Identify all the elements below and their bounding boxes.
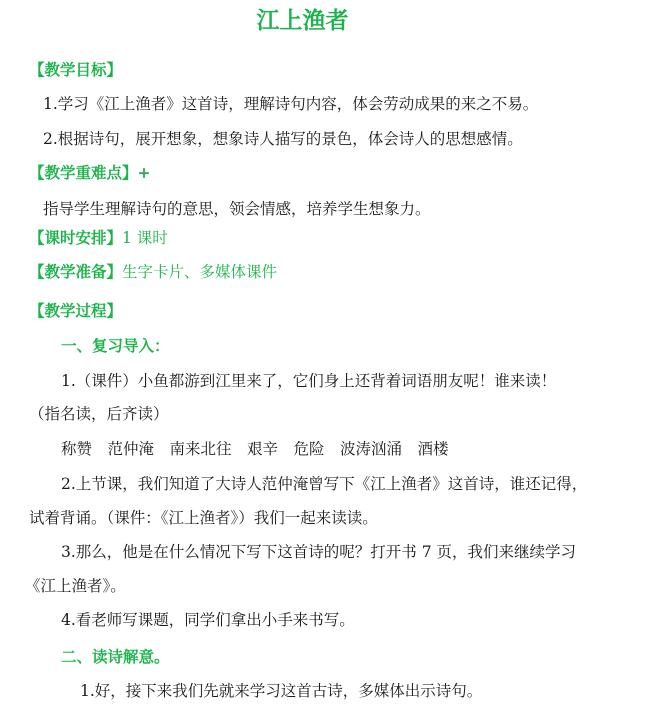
page-title: 江上渔者: [256, 8, 349, 34]
process-heading: 【教学过程】: [29, 301, 123, 320]
paragraph-1-line-2: （指名读，后齐读）: [29, 405, 169, 423]
goal-item-1: 1.学习《江上渔者》这首诗，理解诗句内容，体会劳动成果的来之不易。: [43, 95, 539, 113]
vocabulary-words: 称赞 范仲淹 南来北往 艰辛 危险 波涛汹涌 酒楼: [61, 440, 449, 458]
preparation-value: 生字卡片、多媒体课件: [122, 263, 278, 281]
section-1-heading: 一、复习导入：: [61, 336, 170, 355]
preparation-heading: 【教学准备】: [29, 262, 123, 281]
paragraph-4: 4.看老师写课题，同学们拿出小手来书写。: [61, 611, 355, 629]
paragraph-1-line-1: 1.（课件）小鱼都游到江里来了，它们身上还背着词语朋友呢！谁来读！: [61, 372, 557, 390]
section-2-heading: 二、读诗解意。: [61, 647, 170, 666]
paragraph-2-line-1: 2.上节课，我们知道了大诗人范仲淹曾写下《江上渔者》这首诗，谁还记得，: [61, 475, 588, 493]
preparation-line: [29, 262, 277, 282]
key-points-heading: 【教学重难点】+: [29, 163, 151, 182]
key-points-text: 指导学生理解诗句的意思，领会情感，培养学生想象力。: [43, 200, 431, 218]
paragraph-2-line-2: 试着背诵。（课件：《江上渔者》）我们一起来读读。: [29, 509, 378, 527]
schedule-line: [29, 228, 168, 248]
goal-item-2: 2.根据诗句，展开想象，想象诗人描写的景色，体会诗人的思想感情。: [43, 130, 523, 148]
goal-heading: 【教学目标】: [29, 60, 123, 79]
paragraph-3-line-1: 3.那么，他是在什么情况下写下这首诗的呢？打开书 7 页，我们来继续学习: [61, 543, 577, 561]
paragraph-5: 1.好，接下来我们先就来学习这首古诗，多媒体出示诗句。: [80, 682, 483, 700]
paragraph-3-line-2: 《江上渔者》。: [25, 577, 126, 595]
schedule-heading: 【课时安排】: [29, 228, 123, 247]
schedule-value: 1 课时: [122, 229, 168, 247]
